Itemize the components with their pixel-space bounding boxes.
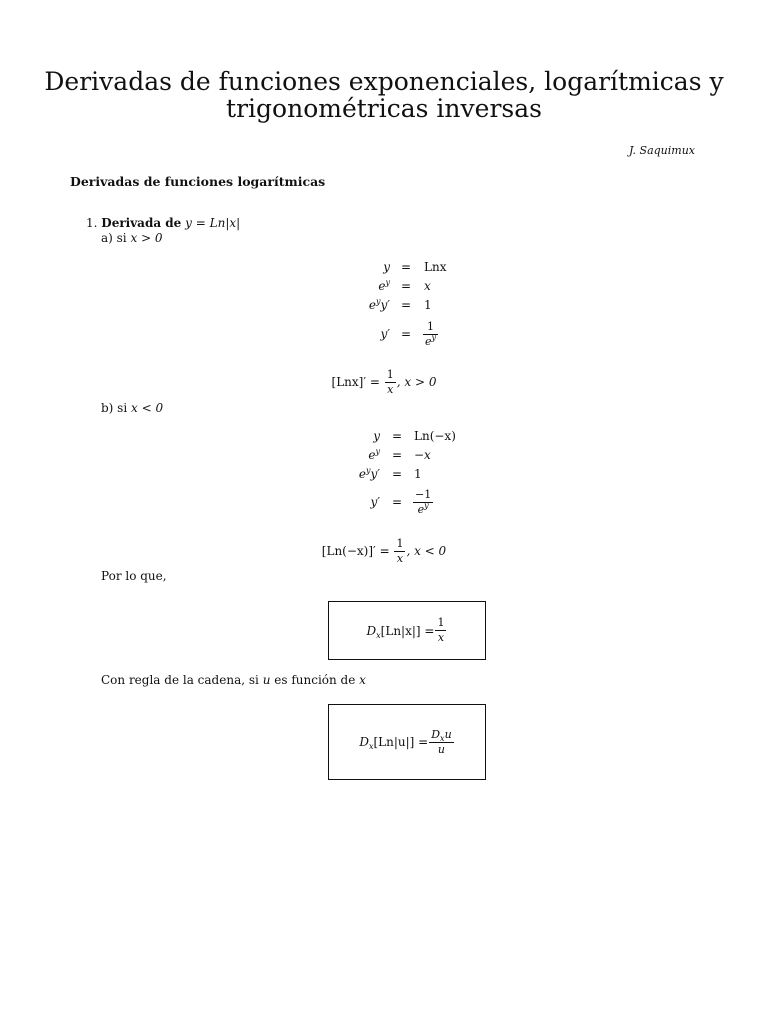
boxed-formula-ln-abs-u: [328, 704, 486, 780]
eq-rhs: 1: [424, 298, 432, 312]
eq-row: [0, 464, 768, 484]
eq-lhs: y′: [370, 495, 380, 509]
eq-lhs: y′: [380, 327, 390, 341]
eq-rel: =: [400, 298, 412, 312]
eq-lhs: $e^y$: [378, 278, 390, 293]
eq-row: [0, 487, 768, 517]
eq-rhs: Ln(−x): [414, 429, 456, 443]
eq-rhs: [422, 319, 439, 349]
chain-rule-text-1: Con regla de la cadena, si: [101, 673, 259, 687]
chain-rule-text-2: es función de: [274, 673, 356, 687]
case-a-condition: x > 0: [130, 231, 163, 245]
item-heading-text: Derivada de: [101, 216, 182, 230]
chain-rule-text: [101, 673, 366, 687]
eq-row: [0, 276, 768, 296]
fraction: $\frac{1}{x}$: [396, 537, 404, 565]
case-a-result: [0, 368, 768, 397]
eq-rhs: 1: [414, 467, 422, 481]
eq-row: [0, 295, 768, 315]
derivative-operator: $D_x$: [366, 623, 381, 640]
eq-lhs: y: [373, 429, 380, 443]
boxed-formula-ln-abs-x: [328, 601, 486, 660]
chain-rule-var-x: x: [359, 673, 366, 687]
eq-row: [0, 445, 768, 465]
item-1-heading: [86, 216, 240, 230]
eq-rel: =: [400, 279, 412, 293]
eq-row: [0, 257, 768, 277]
eq-rel: =: [391, 495, 403, 509]
fraction: $\frac{1}{x}$: [437, 616, 445, 644]
por-lo-que-text: Por lo que,: [101, 569, 167, 583]
case-a-eqarray: [0, 257, 768, 347]
fraction: $\frac{-1}{e^y}$: [415, 488, 432, 516]
eq-rhs: Lnx: [424, 260, 447, 274]
case-a-prefix: a) si: [101, 231, 127, 245]
author-name: J. Saquimux: [628, 144, 695, 157]
eq-lhs: $e^yy'$: [368, 297, 390, 312]
fraction: $\frac{1}{x}$: [386, 368, 394, 396]
box-lhs: [Ln|u|] =: [373, 735, 429, 749]
case-b-result: [0, 537, 768, 566]
case-b-condition: x < 0: [131, 401, 164, 415]
eq-rel: =: [400, 327, 412, 341]
eq-rel: =: [400, 260, 412, 274]
eq-rel: =: [391, 467, 403, 481]
item-number: 1.: [86, 216, 98, 230]
case-b-eqarray: [0, 426, 768, 516]
item-heading-math: y = Ln|x|: [185, 216, 241, 230]
result-condition: , x > 0: [396, 375, 437, 389]
fraction: $\frac{D_xu}{u}$: [431, 727, 452, 756]
eq-rhs: −x: [414, 448, 431, 462]
eq-rel: =: [391, 429, 403, 443]
eq-rhs: x: [424, 279, 431, 293]
case-a-label: [101, 231, 163, 245]
eq-row: [0, 426, 768, 446]
fraction: $\frac{1}{e^y}$: [425, 320, 437, 348]
eq-rel: =: [391, 448, 403, 462]
derivative-operator: $D_x$: [359, 735, 374, 751]
result-condition: , x < 0: [406, 544, 447, 558]
eq-row: [0, 319, 768, 349]
eq-lhs: $e^yy'$: [358, 466, 380, 481]
chain-rule-var-u: u: [262, 673, 271, 687]
result-lhs: [Ln(−x)]′ =: [321, 544, 390, 558]
document-title-line-1: Derivadas de funciones exponenciales, logarítmicas y: [44, 67, 724, 96]
section-heading: Derivadas de funciones logarítmicas: [70, 174, 326, 189]
eq-rhs: [412, 487, 434, 517]
case-b-prefix: b) si: [101, 401, 128, 415]
document-title-line-2: trigonométricas inversas: [226, 94, 542, 123]
eq-lhs: $e^y$: [368, 447, 380, 462]
result-lhs: [Lnx]′ =: [331, 375, 380, 389]
case-b-label: [101, 401, 163, 415]
eq-lhs: y: [383, 260, 390, 274]
box-lhs: [Ln|x|] =: [380, 623, 435, 638]
